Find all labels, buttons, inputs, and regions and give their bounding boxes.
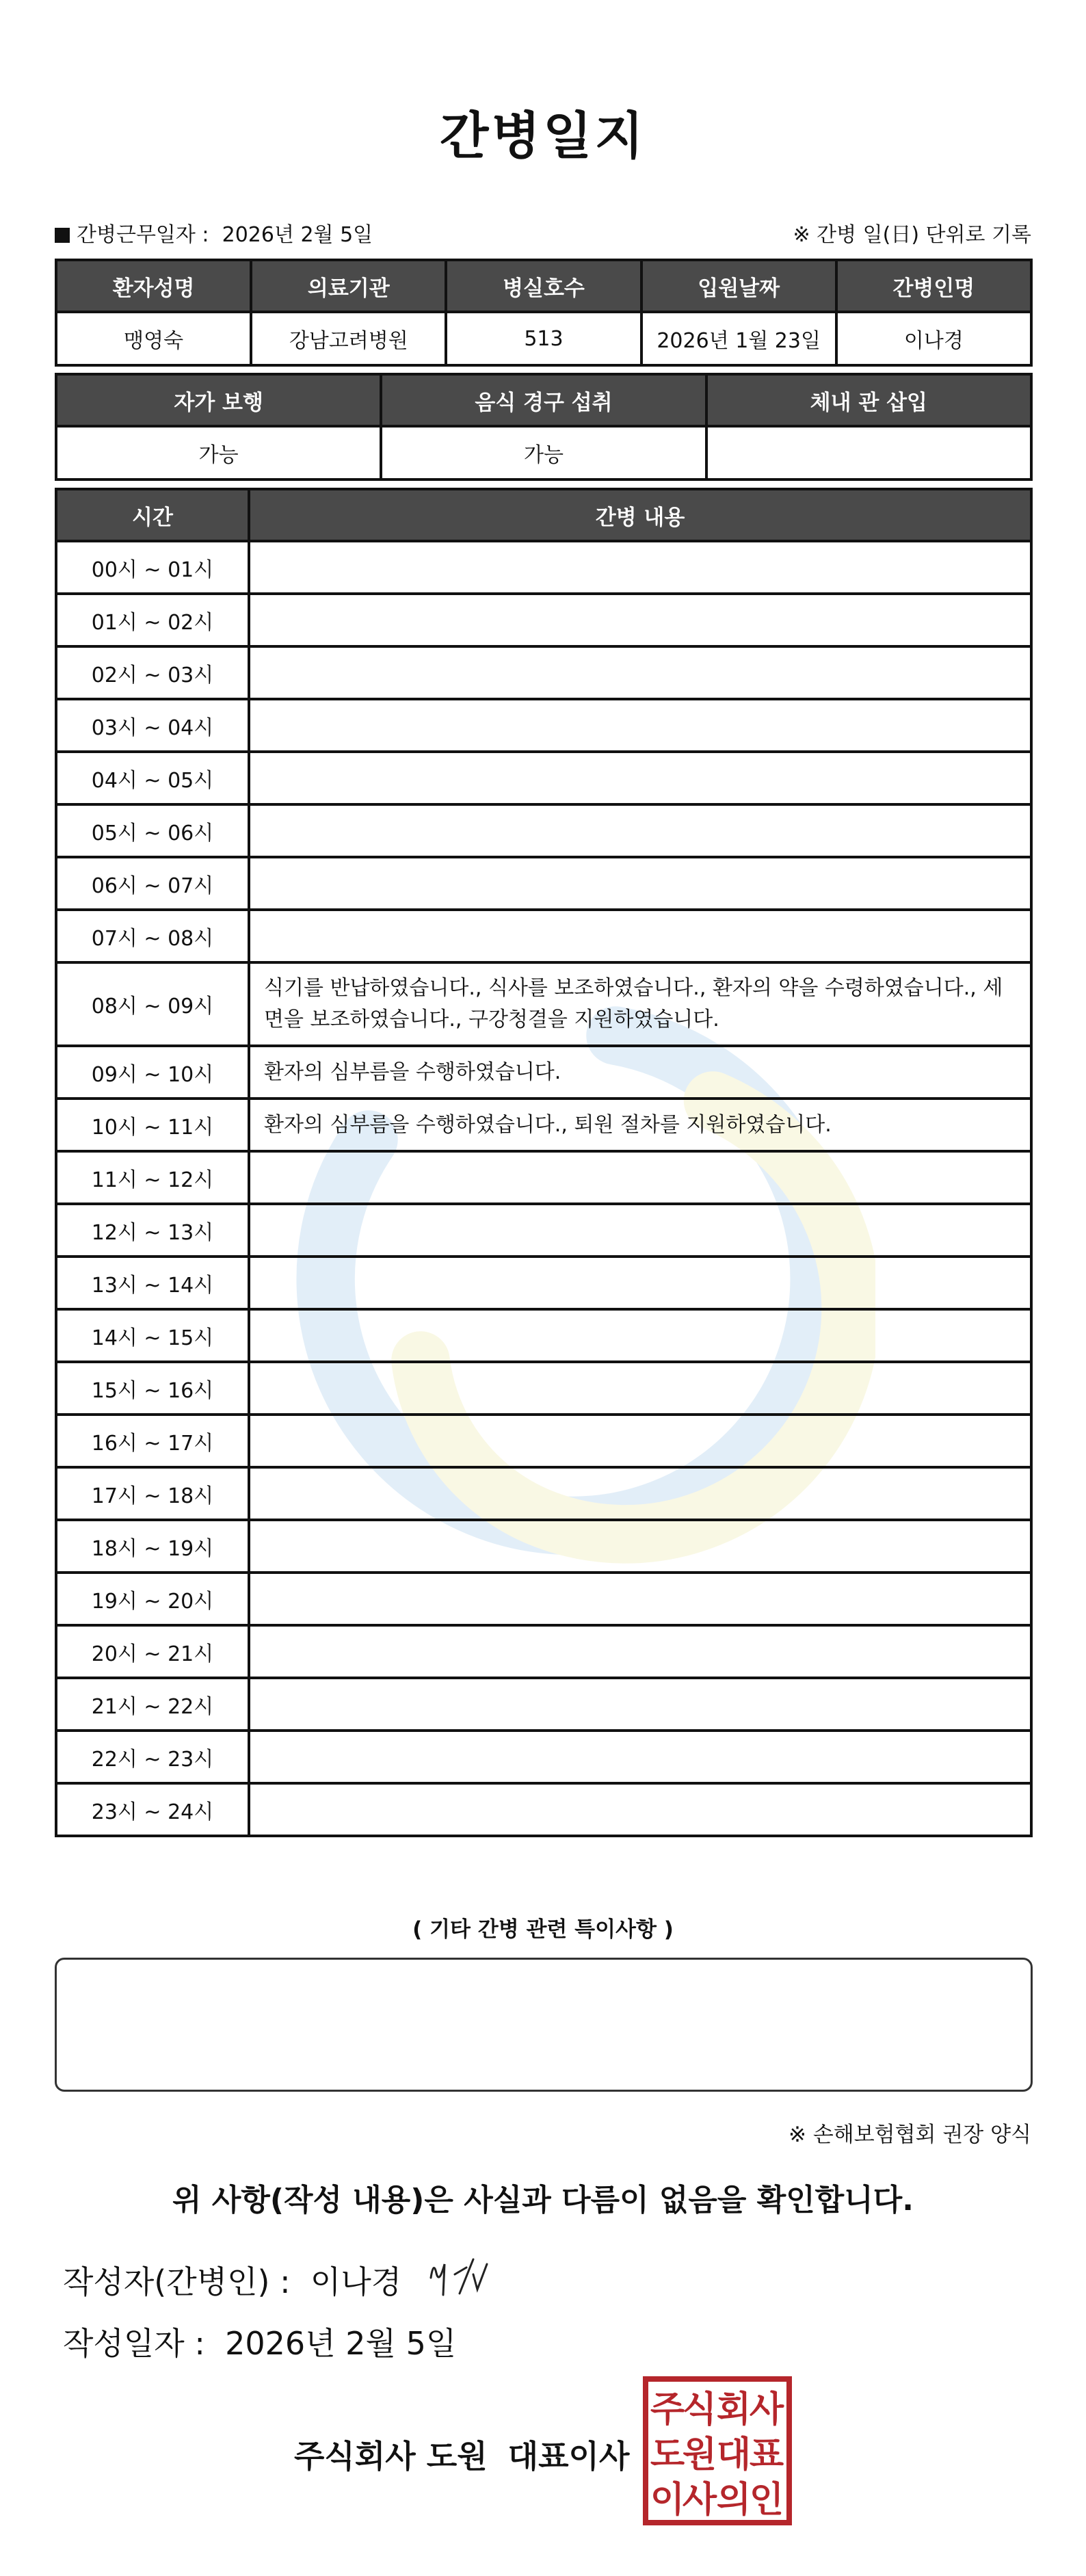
- time-cell: 01시 ~ 02시: [56, 594, 249, 646]
- time-cell: 23시 ~ 24시: [56, 1783, 249, 1836]
- time-cell: 09시 ~ 10시: [56, 1046, 249, 1099]
- time-cell: 20시 ~ 21시: [56, 1625, 249, 1678]
- table-row: [56, 1151, 1031, 1204]
- time-cell: 16시 ~ 17시: [56, 1415, 249, 1467]
- table-row: [56, 1309, 1031, 1362]
- content-cell: 식기를 반납하였습니다., 식사를 보조하였습니다., 환자의 약을 수령하였습니다., 세면을 보조하였습니다., 구강청결을 지원하였습니다.: [249, 962, 1031, 1046]
- content-cell: [249, 1151, 1031, 1204]
- svg-text:원: 원: [682, 2434, 717, 2475]
- table-row: [56, 1731, 1031, 1783]
- svg-text:사: 사: [682, 2480, 717, 2521]
- time-cell: 17시 ~ 18시: [56, 1467, 249, 1520]
- writer-line: [63, 2257, 401, 2302]
- header-tube-insertion: 체내 관 삽입: [706, 374, 1031, 426]
- content-cell: 환자의 심부름을 수행하였습니다.: [249, 1046, 1031, 1099]
- content-cell: [249, 646, 1031, 699]
- svg-text:의: 의: [716, 2480, 752, 2521]
- table-row: [56, 910, 1031, 962]
- table-row: [56, 857, 1031, 910]
- header-room: 병실호수: [446, 260, 641, 312]
- square-bullet-icon: [55, 228, 70, 243]
- table-row: [56, 752, 1031, 804]
- header-patient-name: 환자성명: [56, 260, 251, 312]
- work-date-value: 2026년 2월 5일: [222, 223, 373, 247]
- company-seal-stamp: [641, 2375, 793, 2527]
- content-cell: [249, 1520, 1031, 1573]
- walking-status: 가능: [56, 426, 381, 479]
- table-row: [56, 962, 1031, 1046]
- table-row: [56, 1678, 1031, 1731]
- company-line: [294, 2432, 629, 2477]
- table-row: [56, 1415, 1031, 1467]
- hospital-name: 강남고려병원: [251, 312, 446, 365]
- content-cell: [249, 1362, 1031, 1415]
- table-row: [56, 1204, 1031, 1257]
- table-row: [56, 1257, 1031, 1309]
- time-cell: 00시 ~ 01시: [56, 541, 249, 594]
- caregiver-name: 이나경: [836, 312, 1031, 365]
- content-cell: [249, 804, 1031, 857]
- content-cell: [249, 910, 1031, 962]
- time-cell: 06시 ~ 07시: [56, 857, 249, 910]
- content-cell: 환자의 심부름을 수행하였습니다., 퇴원 절차를 지원하였습니다.: [249, 1099, 1031, 1151]
- svg-text:주: 주: [650, 2389, 685, 2430]
- content-cell: [249, 1415, 1031, 1467]
- content-cell: [249, 752, 1031, 804]
- svg-text:회: 회: [716, 2389, 752, 2430]
- write-date-label: 작성일자 :: [63, 2325, 205, 2362]
- table-row: [56, 541, 1031, 594]
- table-row: [56, 1520, 1031, 1573]
- table-row: [56, 1573, 1031, 1625]
- header-hospital: 의료기관: [251, 260, 446, 312]
- table-row: [56, 804, 1031, 857]
- remarks-title: ( 기타 간병 관련 특이사항 ): [412, 1917, 674, 1942]
- time-cell: 08시 ~ 09시: [56, 962, 249, 1046]
- admission-date: 2026년 1월 23일: [641, 312, 836, 365]
- patient-status-table: [55, 373, 1033, 481]
- write-date-line: [63, 2319, 456, 2364]
- time-cell: 15시 ~ 16시: [56, 1362, 249, 1415]
- unit-note: ※ 간병 일(日) 단위로 기록: [793, 223, 1031, 247]
- room-number: 513: [446, 312, 641, 365]
- content-cell: [249, 1204, 1031, 1257]
- time-cell: 19시 ~ 20시: [56, 1573, 249, 1625]
- time-cell: 21시 ~ 22시: [56, 1678, 249, 1731]
- content-cell: [249, 1309, 1031, 1362]
- time-cell: 03시 ~ 04시: [56, 699, 249, 752]
- header-walking: 자가 보행: [56, 374, 381, 426]
- writer-label: 작성자(간병인) :: [63, 2263, 291, 2300]
- table-row: [56, 1099, 1031, 1151]
- handwritten-signature: [424, 2247, 506, 2302]
- hourly-care-log-table: [55, 488, 1033, 1837]
- company-ceo-title: 대표이사: [507, 2438, 630, 2475]
- content-cell: [249, 1731, 1031, 1783]
- table-row: [56, 646, 1031, 699]
- svg-text:인: 인: [749, 2480, 784, 2521]
- time-cell: 10시 ~ 11시: [56, 1099, 249, 1151]
- time-cell: 05시 ~ 06시: [56, 804, 249, 857]
- recommend-note: ※ 손해보험협회 권장 양식: [789, 2122, 1031, 2147]
- content-cell: [249, 699, 1031, 752]
- time-cell: 04시 ~ 05시: [56, 752, 249, 804]
- table-row: [56, 1783, 1031, 1836]
- table-row: [56, 1625, 1031, 1678]
- company-name: 주식회사 도원: [294, 2438, 488, 2475]
- time-cell: 22시 ~ 23시: [56, 1731, 249, 1783]
- patient-info-table: [55, 259, 1033, 367]
- svg-text:표: 표: [749, 2434, 784, 2475]
- table-row: [56, 1467, 1031, 1520]
- tube-insertion-status: [706, 426, 1031, 479]
- time-cell: 14시 ~ 15시: [56, 1309, 249, 1362]
- patient-name: 맹영숙: [56, 312, 251, 365]
- time-cell: 18시 ~ 19시: [56, 1520, 249, 1573]
- svg-text:식: 식: [682, 2389, 717, 2430]
- content-cell: [249, 1783, 1031, 1836]
- writer-name: 이나경: [310, 2263, 402, 2300]
- content-cell: [249, 1467, 1031, 1520]
- write-date-value: 2026년 2월 5일: [225, 2325, 457, 2362]
- table-row: [56, 1046, 1031, 1099]
- time-cell: 07시 ~ 08시: [56, 910, 249, 962]
- header-care-content: 간병 내용: [249, 489, 1031, 541]
- svg-text:도: 도: [650, 2434, 685, 2475]
- work-date: [55, 218, 373, 248]
- table-row: [56, 699, 1031, 752]
- header-admission-date: 입원날짜: [641, 260, 836, 312]
- content-cell: [249, 1678, 1031, 1731]
- svg-text:대: 대: [716, 2434, 752, 2475]
- document-title: 간병일지: [440, 107, 646, 166]
- header-time: 시간: [56, 489, 249, 541]
- content-cell: [249, 1573, 1031, 1625]
- content-cell: [249, 857, 1031, 910]
- header-oral-intake: 음식 경구 섭취: [381, 374, 706, 426]
- work-date-label: 간병근무일자 :: [77, 223, 209, 247]
- content-cell: [249, 1257, 1031, 1309]
- content-cell: [249, 1625, 1031, 1678]
- time-cell: 13시 ~ 14시: [56, 1257, 249, 1309]
- remarks-box: [55, 1958, 1033, 2092]
- content-cell: [249, 594, 1031, 646]
- content-cell: [249, 541, 1031, 594]
- time-cell: 11시 ~ 12시: [56, 1151, 249, 1204]
- table-row: [56, 1362, 1031, 1415]
- table-row: [56, 594, 1031, 646]
- svg-text:사: 사: [749, 2389, 784, 2430]
- header-caregiver-name: 간병인명: [836, 260, 1031, 312]
- confirmation-statement: 위 사항(작성 내용)은 사실과 다름이 없음을 확인합니다.: [172, 2183, 914, 2218]
- svg-text:이: 이: [650, 2480, 685, 2521]
- time-cell: 02시 ~ 03시: [56, 646, 249, 699]
- oral-intake-status: 가능: [381, 426, 706, 479]
- time-cell: 12시 ~ 13시: [56, 1204, 249, 1257]
